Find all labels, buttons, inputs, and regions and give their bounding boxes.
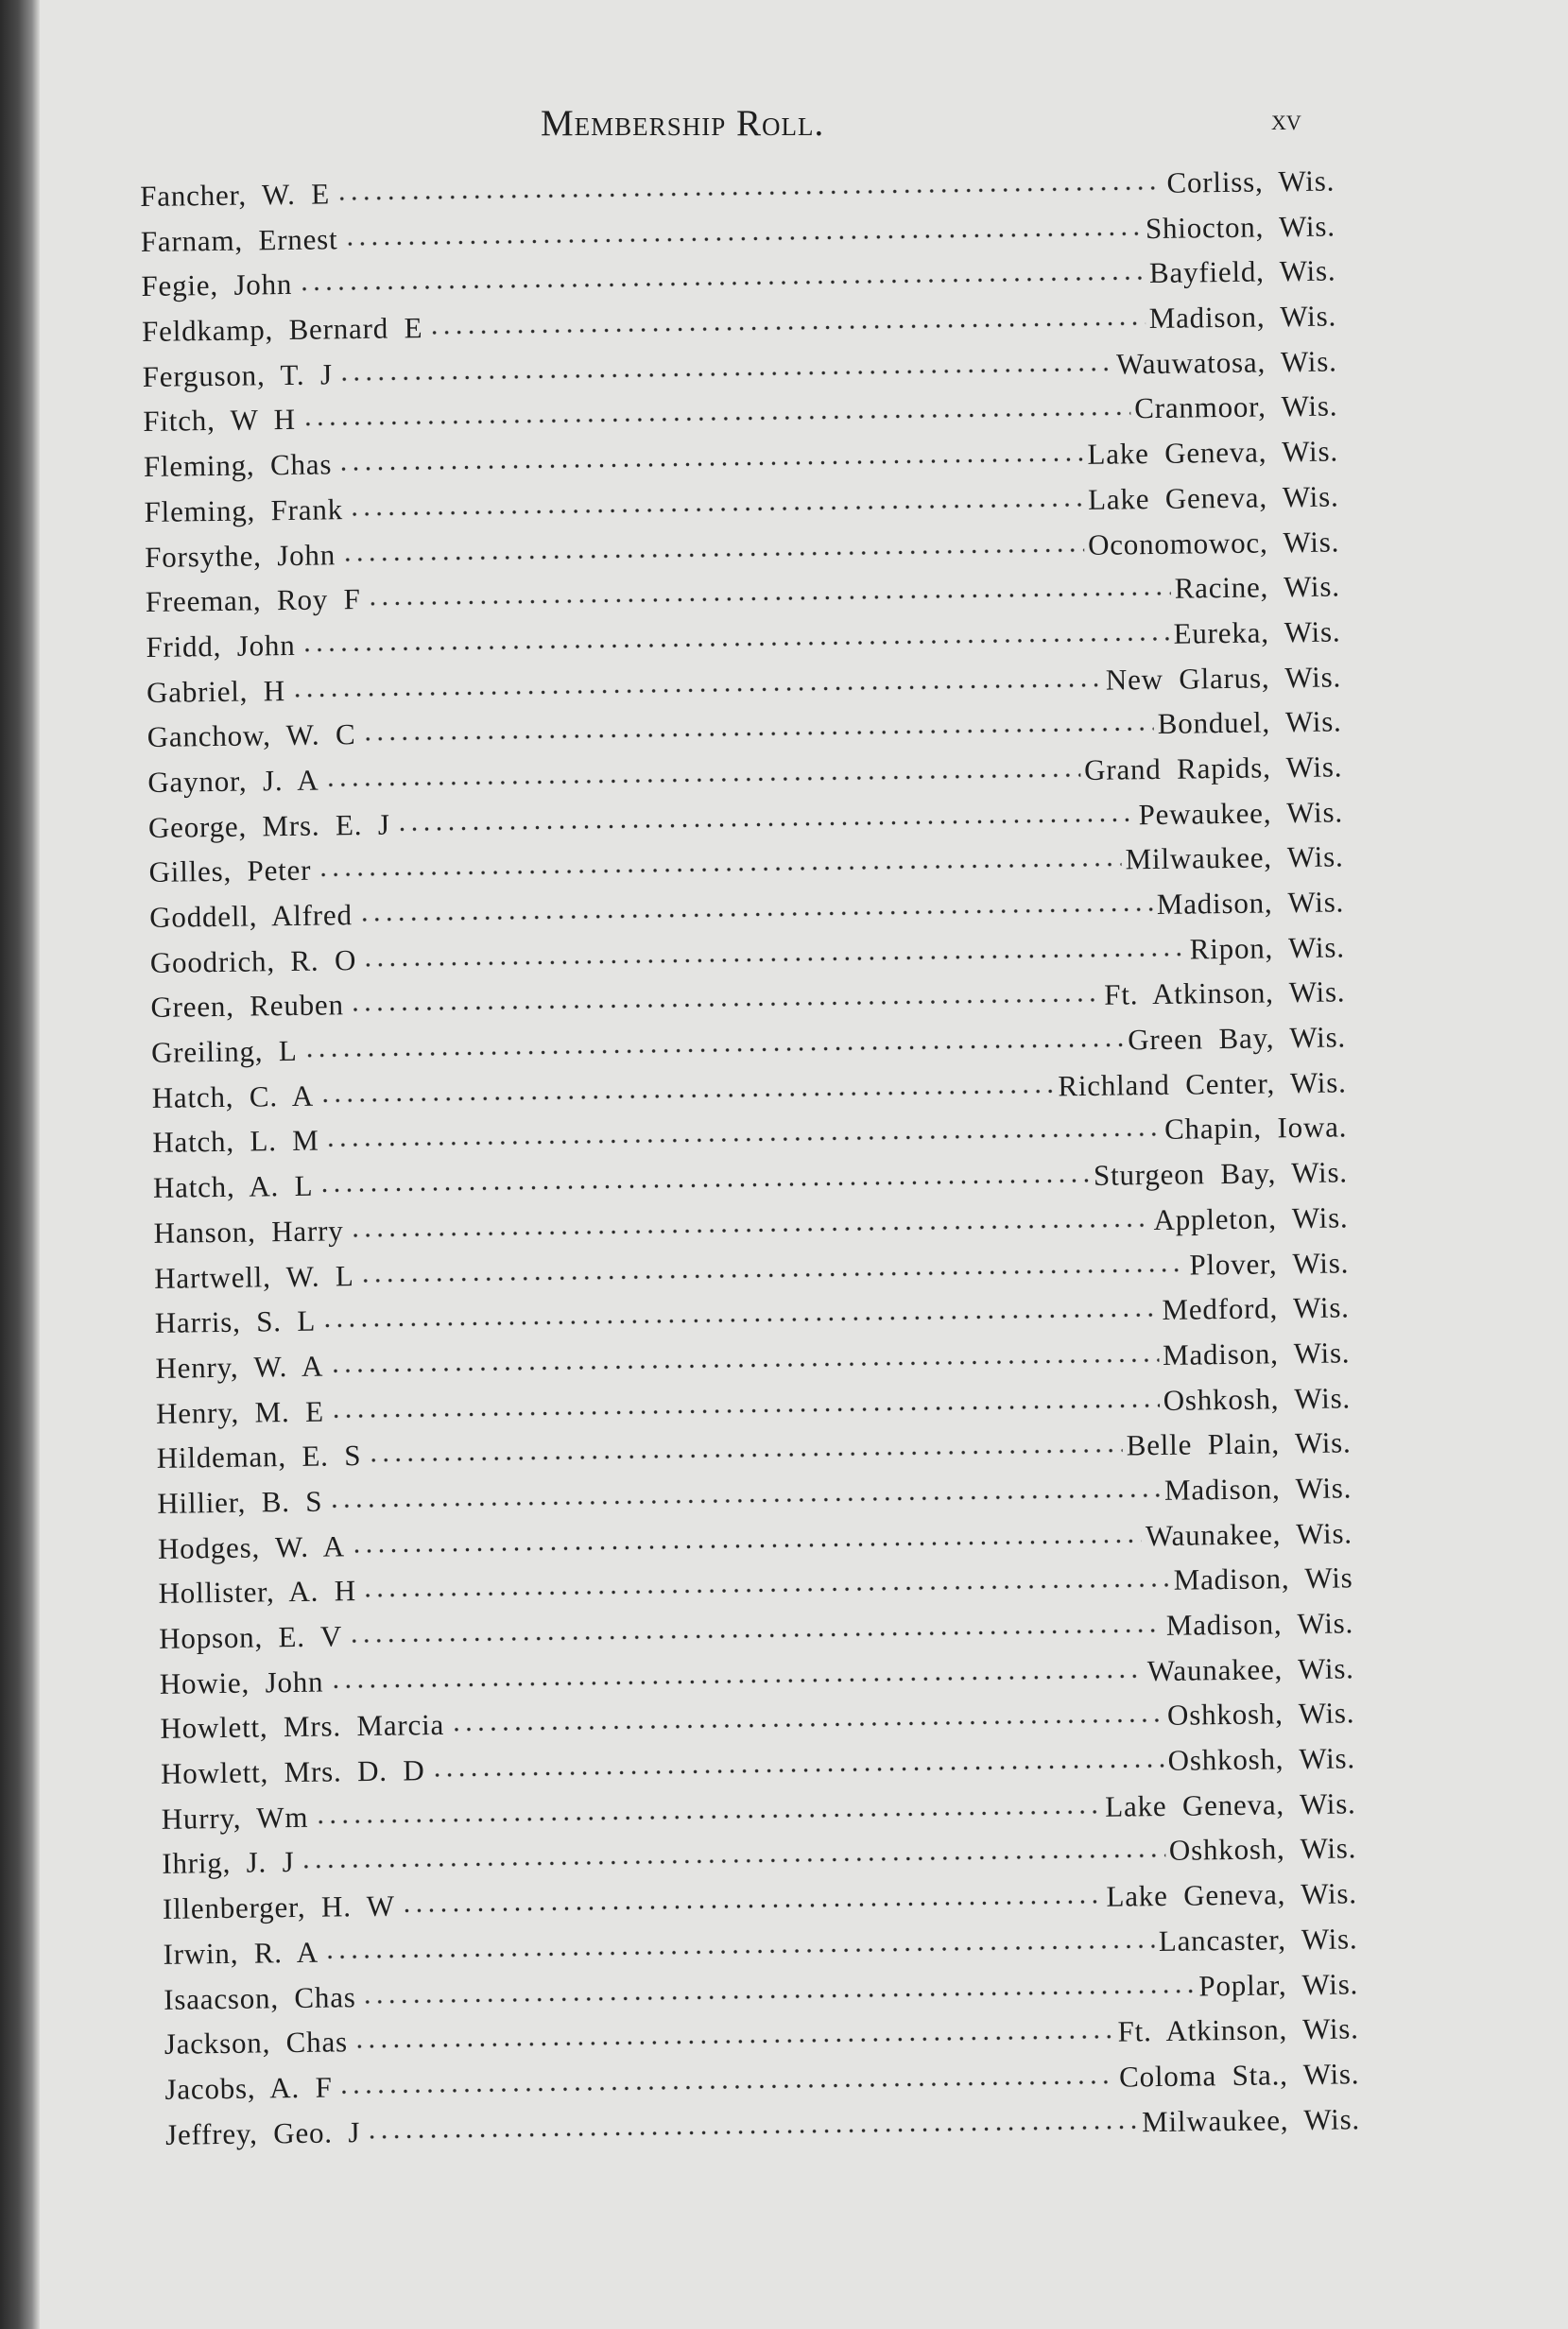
dot-leader (337, 455, 1083, 474)
member-name: Ganchow, W. C (146, 717, 356, 754)
member-name: Illenberger, H. W (162, 1889, 396, 1925)
dot-leader (302, 634, 1170, 655)
dot-leader (302, 409, 1130, 429)
dot-leader (321, 1310, 1159, 1331)
member-place: Bonduel, Wis. (1157, 704, 1342, 741)
member-place: Poplar, Wis. (1198, 1966, 1359, 2002)
dot-leader (367, 589, 1171, 609)
dot-leader (349, 500, 1084, 519)
dot-leader (338, 2078, 1116, 2097)
dot-leader (362, 949, 1186, 969)
member-name: Fridd, John (146, 628, 296, 664)
member-place: Lake Geneva, Wis. (1087, 479, 1339, 516)
member-place: Wauwatosa, Wis. (1115, 344, 1337, 381)
dot-leader (358, 905, 1153, 924)
member-name: Jacobs, A. F (164, 2070, 333, 2106)
member-name: Hopson, E. V (158, 1619, 343, 1655)
member-name: Henry, W. A (155, 1349, 324, 1385)
dot-leader (328, 1491, 1161, 1511)
member-place: Oconomowoc, Wis. (1087, 524, 1340, 561)
dot-leader (329, 1355, 1159, 1375)
member-place: Corliss, Wis. (1166, 164, 1335, 199)
member-name: Ihrig, J. J (162, 1845, 295, 1881)
member-name: Irwin, R. A (163, 1935, 319, 1971)
member-place: Chapin, Iowa. (1163, 1110, 1348, 1147)
dot-leader (341, 544, 1084, 563)
member-place: Oshkosh, Wis. (1167, 1741, 1356, 1777)
member-name: Fitch, W H (143, 403, 297, 439)
member-place: Madison, Wis. (1156, 885, 1345, 921)
member-place: Ft. Atkinson, Wis. (1117, 2011, 1359, 2048)
member-name: Gaynor, J. A (147, 763, 319, 799)
member-place: Milwaukee, Wis. (1125, 839, 1344, 876)
member-place: Appleton, Wis. (1153, 1200, 1349, 1236)
member-name: Jackson, Chas (164, 2025, 349, 2062)
member-name: Hollister, A. H (158, 1574, 357, 1611)
dot-leader (298, 273, 1146, 294)
dot-leader (450, 1716, 1163, 1734)
book-binding-shadow (0, 0, 40, 2329)
dot-leader (319, 1086, 1055, 1105)
dot-leader (324, 770, 1080, 789)
member-place: Madison, Wis. (1163, 1471, 1353, 1507)
member-name: Henry, M. E (155, 1394, 325, 1430)
dot-leader (367, 1446, 1123, 1465)
dot-leader (361, 724, 1153, 744)
member-name: Howlett, Mrs. Marcia (160, 1708, 445, 1746)
dot-leader (360, 1265, 1186, 1285)
dot-leader (348, 1626, 1163, 1646)
member-place: Madison, Wis. (1148, 299, 1337, 336)
dot-leader (401, 1897, 1103, 1916)
member-place: Belle Plain, Wis. (1126, 1425, 1352, 1462)
member-place: Oshkosh, Wis. (1166, 1696, 1355, 1733)
member-place: Bayfield, Wis. (1148, 253, 1336, 290)
page-header (0, 102, 1568, 159)
member-place: Green Bay, Wis. (1127, 1020, 1347, 1057)
member-place: Ripon, Wis. (1189, 930, 1345, 966)
member-name: Howie, John (159, 1665, 324, 1700)
dot-leader (350, 995, 1101, 1014)
dot-leader (338, 364, 1112, 384)
dot-leader (362, 1986, 1196, 2007)
running-title: Membership Roll. (541, 103, 825, 144)
member-name: Jeffrey, Geo. J (164, 2114, 361, 2151)
dot-leader (319, 1176, 1090, 1196)
dot-leader (314, 1807, 1101, 1827)
member-name: Hatch, L. M (152, 1124, 319, 1160)
member-place: Cranmoor, Wis. (1133, 388, 1338, 425)
member-place: Oshkosh, Wis. (1168, 1831, 1357, 1868)
member-name: Hurry, Wm (161, 1800, 309, 1836)
member-name: Gilles, Peter (148, 854, 312, 889)
member-name: Fegie, John (141, 267, 293, 303)
member-place: Shiocton, Wis. (1145, 209, 1335, 245)
member-name: Goodrich, R. O (149, 942, 357, 979)
member-name: Goddell, Alfred (148, 898, 353, 934)
member-name: Hartwell, W. L (153, 1258, 354, 1295)
member-place: Ft. Atkinson, Wis. (1104, 975, 1346, 1012)
member-place: Plover, Wis. (1189, 1245, 1350, 1282)
dot-leader (324, 1941, 1155, 1962)
member-place: Madison, Wis. (1162, 1336, 1351, 1372)
member-name: Feldkamp, Bernard E (141, 311, 423, 349)
member-place: Sturgeon Bay, Wis. (1093, 1155, 1349, 1193)
member-name: Howlett, Mrs. D. D (160, 1753, 425, 1790)
dot-leader (366, 2122, 1138, 2142)
dot-leader (336, 183, 1163, 203)
dot-leader (301, 1851, 1166, 1872)
page-number: xv (1271, 102, 1301, 136)
dot-leader (329, 1671, 1144, 1691)
member-place: Madison, Wis. (1165, 1606, 1354, 1642)
dot-leader (325, 1130, 1162, 1150)
member-name: Hildeman, E. S (156, 1439, 362, 1475)
member-place: Eureka, Wis. (1173, 614, 1341, 650)
member-name: George, Mrs. E. J (147, 807, 390, 844)
member-place: Milwaukee, Wis. (1141, 2101, 1361, 2138)
member-name: Hatch, C. A (151, 1078, 315, 1114)
dot-leader (291, 680, 1102, 699)
member-place: Richland Center, Wis. (1058, 1065, 1347, 1103)
member-name: Greiling, L (150, 1033, 298, 1069)
member-place: Oshkosh, Wis. (1163, 1380, 1352, 1417)
member-name: Fleming, Frank (144, 492, 344, 528)
dot-leader (303, 1041, 1125, 1061)
dot-leader (428, 319, 1146, 337)
member-name: Hodges, W. A (157, 1528, 346, 1565)
member-place: Waunakee, Wis. (1145, 1515, 1353, 1552)
member-place: Pewaukee, Wis. (1138, 795, 1344, 831)
dot-leader (396, 815, 1135, 834)
member-place: Waunakee, Wis. (1146, 1651, 1354, 1687)
member-name: Hanson, Harry (153, 1214, 344, 1250)
member-name: Ferguson, T. J (142, 357, 334, 393)
dot-leader (351, 1536, 1142, 1556)
member-place: Lancaster, Wis. (1158, 1922, 1358, 1958)
member-name: Hillier, B. S (157, 1484, 323, 1520)
member-place: Lake Geneva, Wis. (1087, 434, 1339, 472)
member-name: Green, Reuben (150, 988, 345, 1025)
member-name: Gabriel, H (146, 673, 286, 709)
dot-leader (353, 2032, 1114, 2052)
member-place: Lake Geneva, Wis. (1106, 1876, 1358, 1913)
dot-leader (362, 1580, 1170, 1600)
member-name: Freeman, Roy F (145, 582, 361, 619)
member-name: Harris, S. L (154, 1303, 317, 1340)
member-name: Fancher, W. E (140, 177, 331, 213)
dot-leader (343, 229, 1142, 249)
member-place: Medford, Wis. (1162, 1290, 1350, 1327)
member-name: Forsythe, John (144, 537, 336, 574)
member-place: Coloma Sta., Wis. (1118, 2057, 1360, 2094)
member-place: New Glarus, Wis. (1105, 659, 1342, 697)
dot-leader (431, 1761, 1164, 1780)
member-place: Lake Geneva, Wis. (1105, 1786, 1356, 1823)
member-name: Fleming, Chas (143, 447, 333, 484)
member-name: Farnam, Ernest (140, 221, 338, 258)
dot-leader (330, 1401, 1160, 1421)
membership-roll-list (140, 164, 1360, 2163)
member-name: Hatch, A. L (152, 1168, 314, 1205)
member-place: Racine, Wis. (1174, 569, 1340, 605)
dot-leader (349, 1220, 1149, 1240)
member-place: Grand Rapids, Wis. (1083, 750, 1343, 786)
member-name: Isaacson, Chas (163, 1979, 356, 2016)
member-place: Madison, Wis (1173, 1561, 1353, 1597)
dot-leader (317, 860, 1122, 880)
